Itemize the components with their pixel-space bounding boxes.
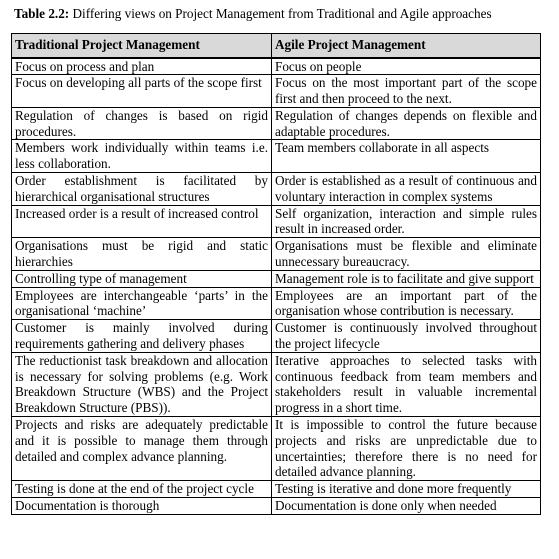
traditional-cell: Focus on process and plan <box>12 58 272 75</box>
agile-cell: Iterative approaches to selected tasks with continuous feedback from team members and stakeholders result in valuable incremental progress in a short time. <box>272 352 541 416</box>
agile-cell: Regulation of changes depends on flexible and adaptable procedures. <box>272 107 541 140</box>
table-row <box>12 173 541 206</box>
traditional-cell: Order establishment is facilitated by hierarchical organisational structures <box>12 173 272 206</box>
table-row <box>12 498 541 515</box>
table-row <box>12 270 541 287</box>
header-agile: Agile Project Management <box>272 34 541 58</box>
agile-cell: Focus on the most important part of the scope first and then proceed to the next. <box>272 75 541 108</box>
header-traditional: Traditional Project Management <box>12 34 272 58</box>
table-row <box>12 238 541 271</box>
agile-cell: Testing is iterative and done more frequently <box>272 481 541 498</box>
agile-cell: Management role is to facilitate and give support <box>272 270 541 287</box>
traditional-cell: Increased order is a result of increased control <box>12 205 272 238</box>
traditional-cell: Focus on developing all parts of the scope first <box>12 75 272 108</box>
agile-cell: Self organization, interaction and simple rules result in increased order. <box>272 205 541 238</box>
agile-cell: It is impossible to control the future because projects and risks are unpredictable due to uncertainties; therefore there is no need for detailed advance planning. <box>272 417 541 481</box>
agile-cell: Team members collaborate in all aspects <box>272 140 541 173</box>
traditional-cell: Customer is mainly involved during requirements gathering and delivery phases <box>12 320 272 353</box>
table-row <box>12 140 541 173</box>
traditional-cell: Organisations must be rigid and static hierarchies <box>12 238 272 271</box>
table-row <box>12 205 541 238</box>
table-row <box>12 75 541 108</box>
agile-cell: Customer is continuously involved throughout the project lifecycle <box>272 320 541 353</box>
traditional-cell: Employees are interchangeable ‘parts’ in the organisational ‘machine’ <box>12 287 272 320</box>
table-row <box>12 417 541 481</box>
traditional-cell: Controlling type of management <box>12 270 272 287</box>
table-caption <box>14 6 554 22</box>
table-row <box>12 352 541 416</box>
caption-text: Differing views on Project Management from Traditional and Agile approaches <box>69 6 492 21</box>
table-row <box>12 481 541 498</box>
agile-cell: Order is established as a result of continuous and voluntary interaction in complex systems <box>272 173 541 206</box>
table-row <box>12 320 541 353</box>
comparison-table <box>11 33 541 515</box>
table-row <box>12 107 541 140</box>
table-header-row <box>12 34 541 58</box>
traditional-cell: Regulation of changes is based on rigid procedures. <box>12 107 272 140</box>
agile-cell: Documentation is done only when needed <box>272 498 541 515</box>
table-row <box>12 287 541 320</box>
traditional-cell: Projects and risks are adequately predictable and it is possible to manage them through detailed and complex advance planning. <box>12 417 272 481</box>
agile-cell: Organisations must be flexible and eliminate unnecessary bureaucracy. <box>272 238 541 271</box>
traditional-cell: The reductionist task breakdown and allocation is necessary for solving problems (e.g. Work Breakdown Structure (WBS) and the Project Breakdown Structure (PBS)). <box>12 352 272 416</box>
agile-cell: Focus on people <box>272 58 541 75</box>
traditional-cell: Testing is done at the end of the project cycle <box>12 481 272 498</box>
traditional-cell: Documentation is thorough <box>12 498 272 515</box>
traditional-cell: Members work individually within teams i.e. less collaboration. <box>12 140 272 173</box>
caption-label: Table 2.2: <box>14 6 70 21</box>
table-row <box>12 58 541 75</box>
agile-cell: Employees are an important part of the organisation whose contribution is necessary. <box>272 287 541 320</box>
